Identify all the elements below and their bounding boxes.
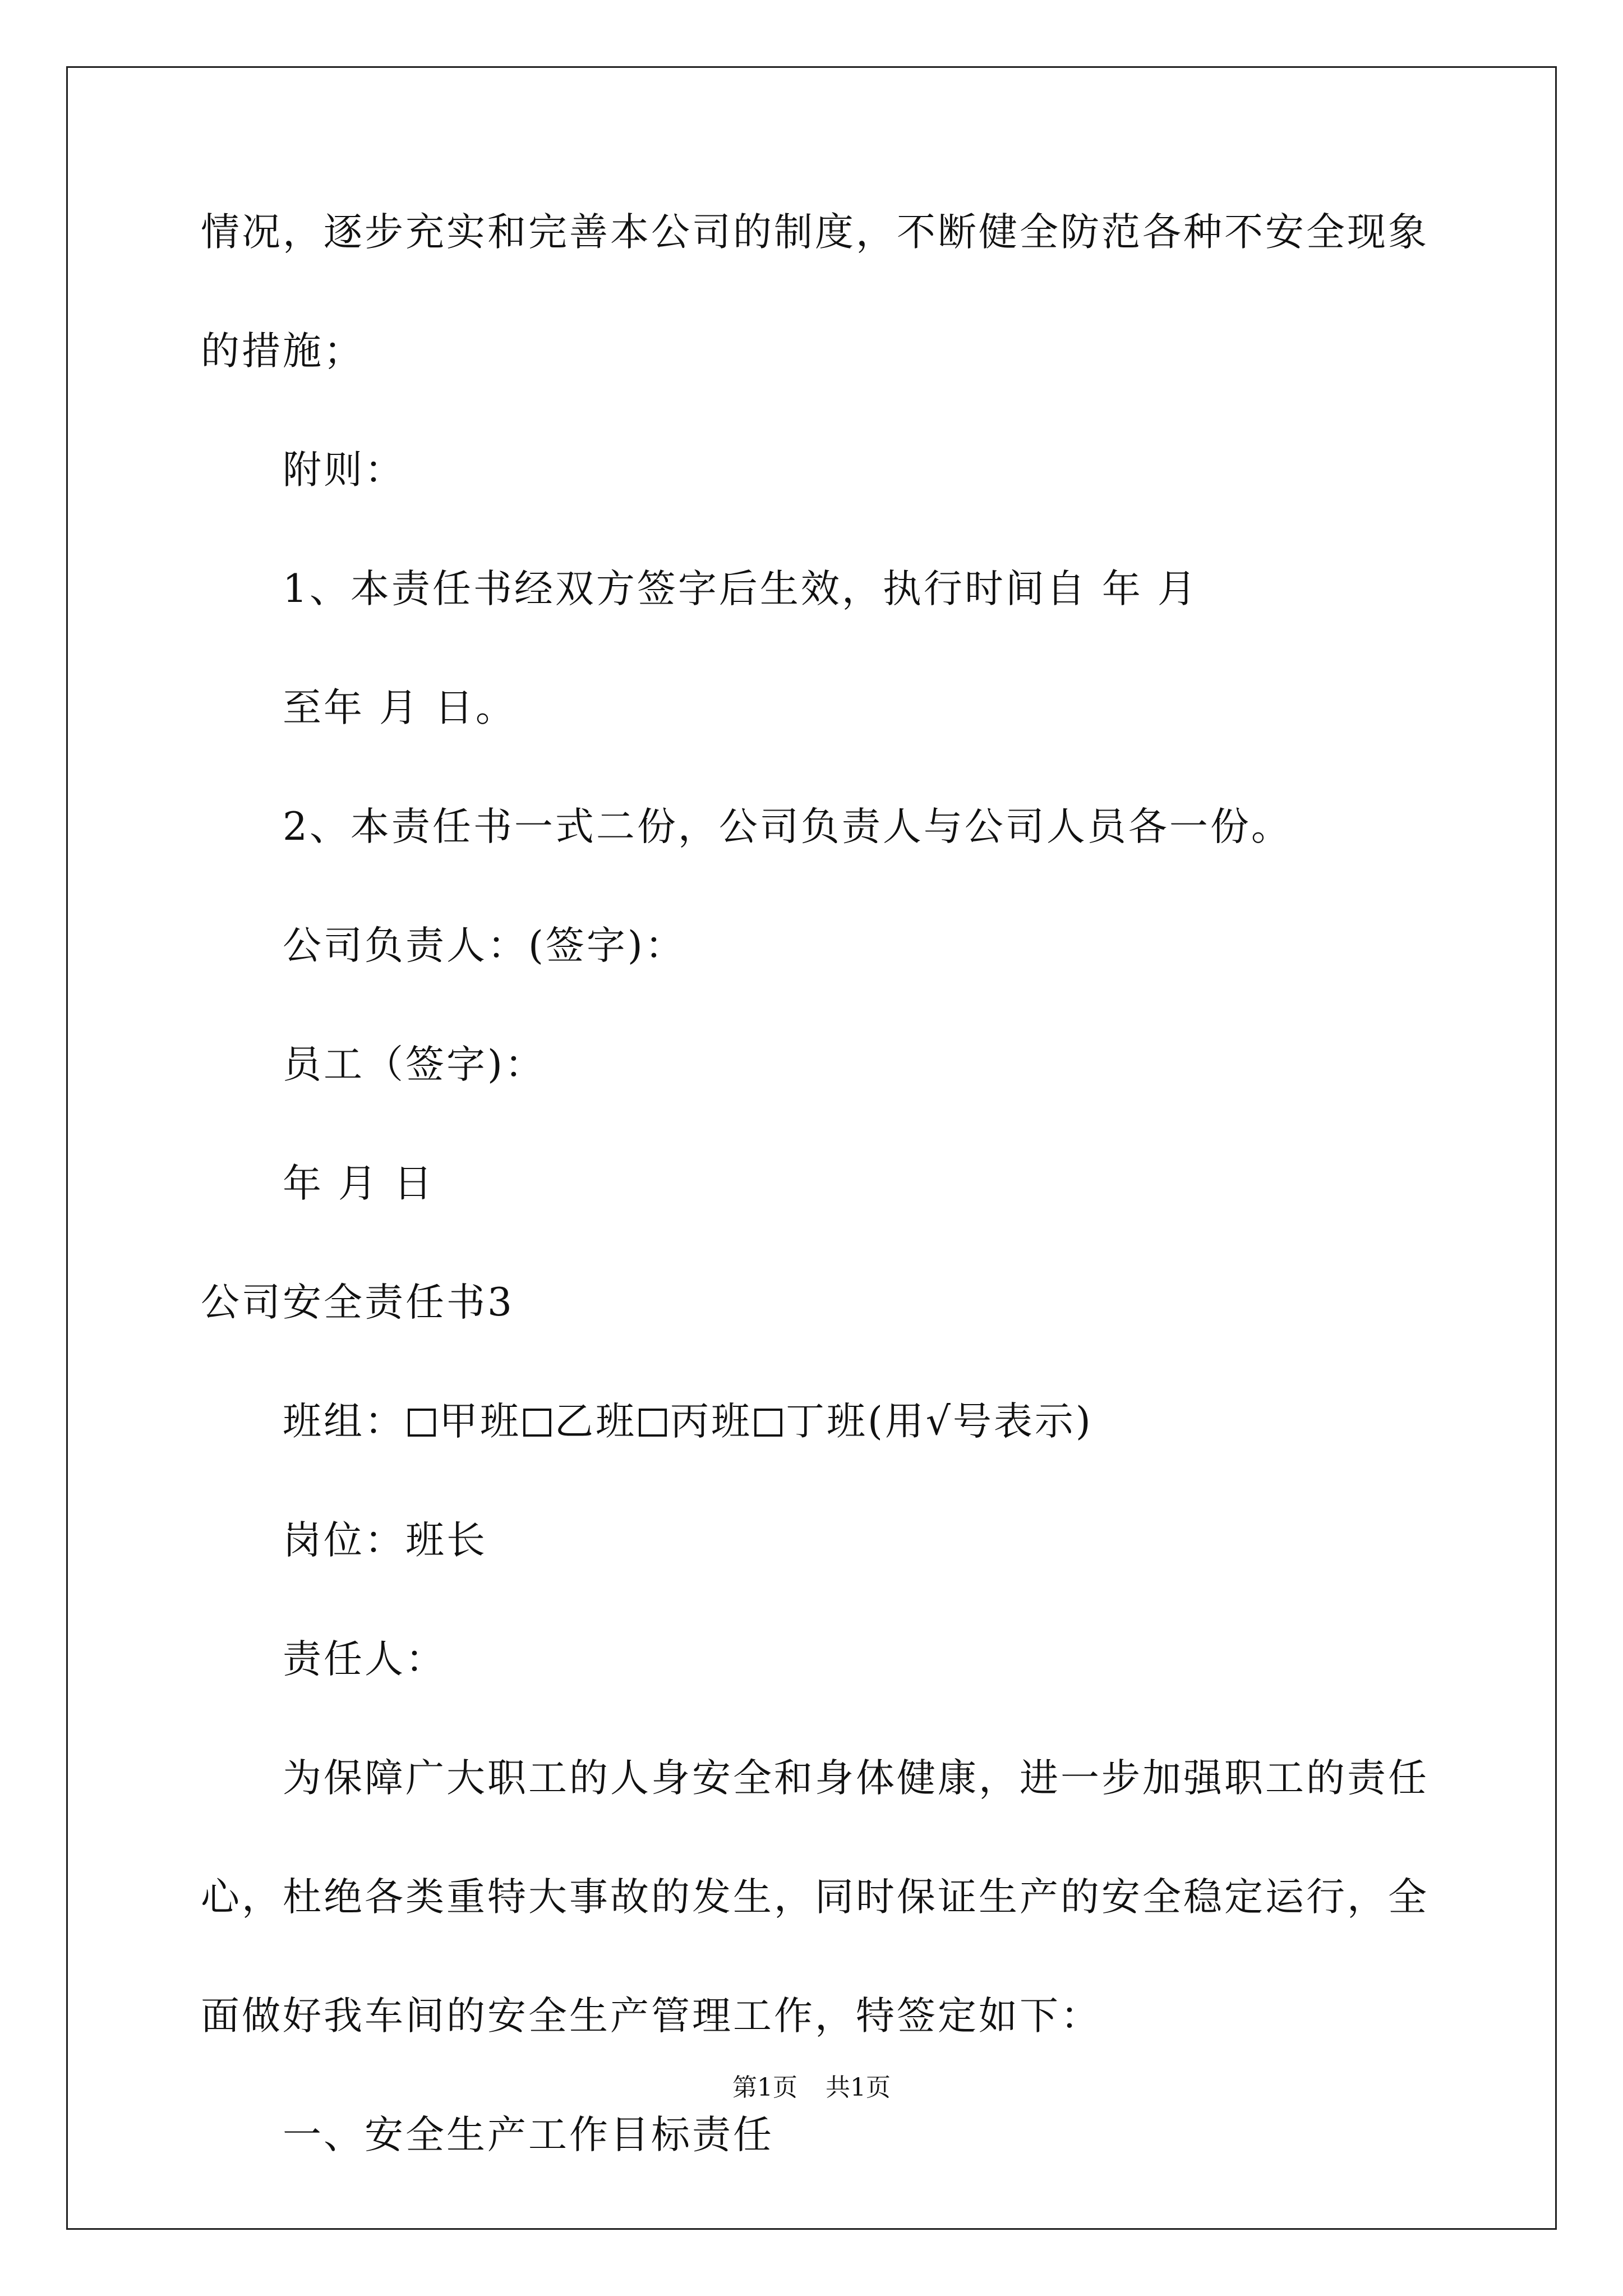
paragraph-line: 至年 月 日。 <box>283 685 517 730</box>
checkbox-shift-b[interactable] <box>523 1409 551 1437</box>
shift-option-label: 甲班 <box>439 1399 521 1444</box>
responsible-person-line: 责任人： <box>283 1637 446 1682</box>
document-title: 公司安全责任书3 <box>201 1280 514 1325</box>
shift-group-note: (用√号表示) <box>868 1399 1093 1444</box>
section-heading: 一、安全生产工作目标责任 <box>283 2113 774 2157</box>
shift-option-label: 乙班 <box>555 1399 637 1444</box>
shift-group-line <box>201 1399 1429 1444</box>
shift-option-label: 丙班 <box>670 1399 752 1444</box>
document-body <box>201 210 1429 2235</box>
position-line: 岗位：班长 <box>283 1518 487 1563</box>
paragraph-line: 1、本责任书经双方签字后生效，执行时间自 年 月 <box>283 567 1198 611</box>
paragraph-line: 情况，逐步充实和完善本公司的制度，不断健全防范各种不安全现象 <box>201 210 1429 255</box>
checkbox-shift-d[interactable] <box>754 1409 782 1437</box>
checkbox-shift-a[interactable] <box>408 1409 436 1437</box>
paragraph-line: 心，杜绝各类重特大事故的发生，同时保证生产的安全稳定运行，全 <box>201 1875 1429 1920</box>
page-total: 共1页 <box>826 2073 891 2102</box>
signature-date: 年 月 日 <box>283 1161 435 1206</box>
shift-option-label: 丁班 <box>786 1399 868 1444</box>
page-footer <box>0 2073 1623 2102</box>
paragraph-line: 为保障广大职工的人身安全和身体健康，进一步加强职工的责任 <box>283 1756 1429 1801</box>
section-heading-appendix: 附则： <box>283 448 405 493</box>
checkbox-shift-c[interactable] <box>639 1409 667 1437</box>
paragraph-line: 2、本责任书一式二份，公司负责人与公司人员各一份。 <box>283 804 1292 849</box>
shift-group-label: 班组： <box>283 1399 405 1444</box>
paragraph-line: 的措施； <box>201 329 365 374</box>
signature-company-head: 公司负责人：(签字)： <box>283 923 686 968</box>
signature-employee: 员工（签字)： <box>283 1042 546 1087</box>
paragraph-line: 面做好我车间的安全生产管理工作，特签定如下： <box>201 1994 1101 2039</box>
page-number: 第1页 <box>732 2073 797 2102</box>
